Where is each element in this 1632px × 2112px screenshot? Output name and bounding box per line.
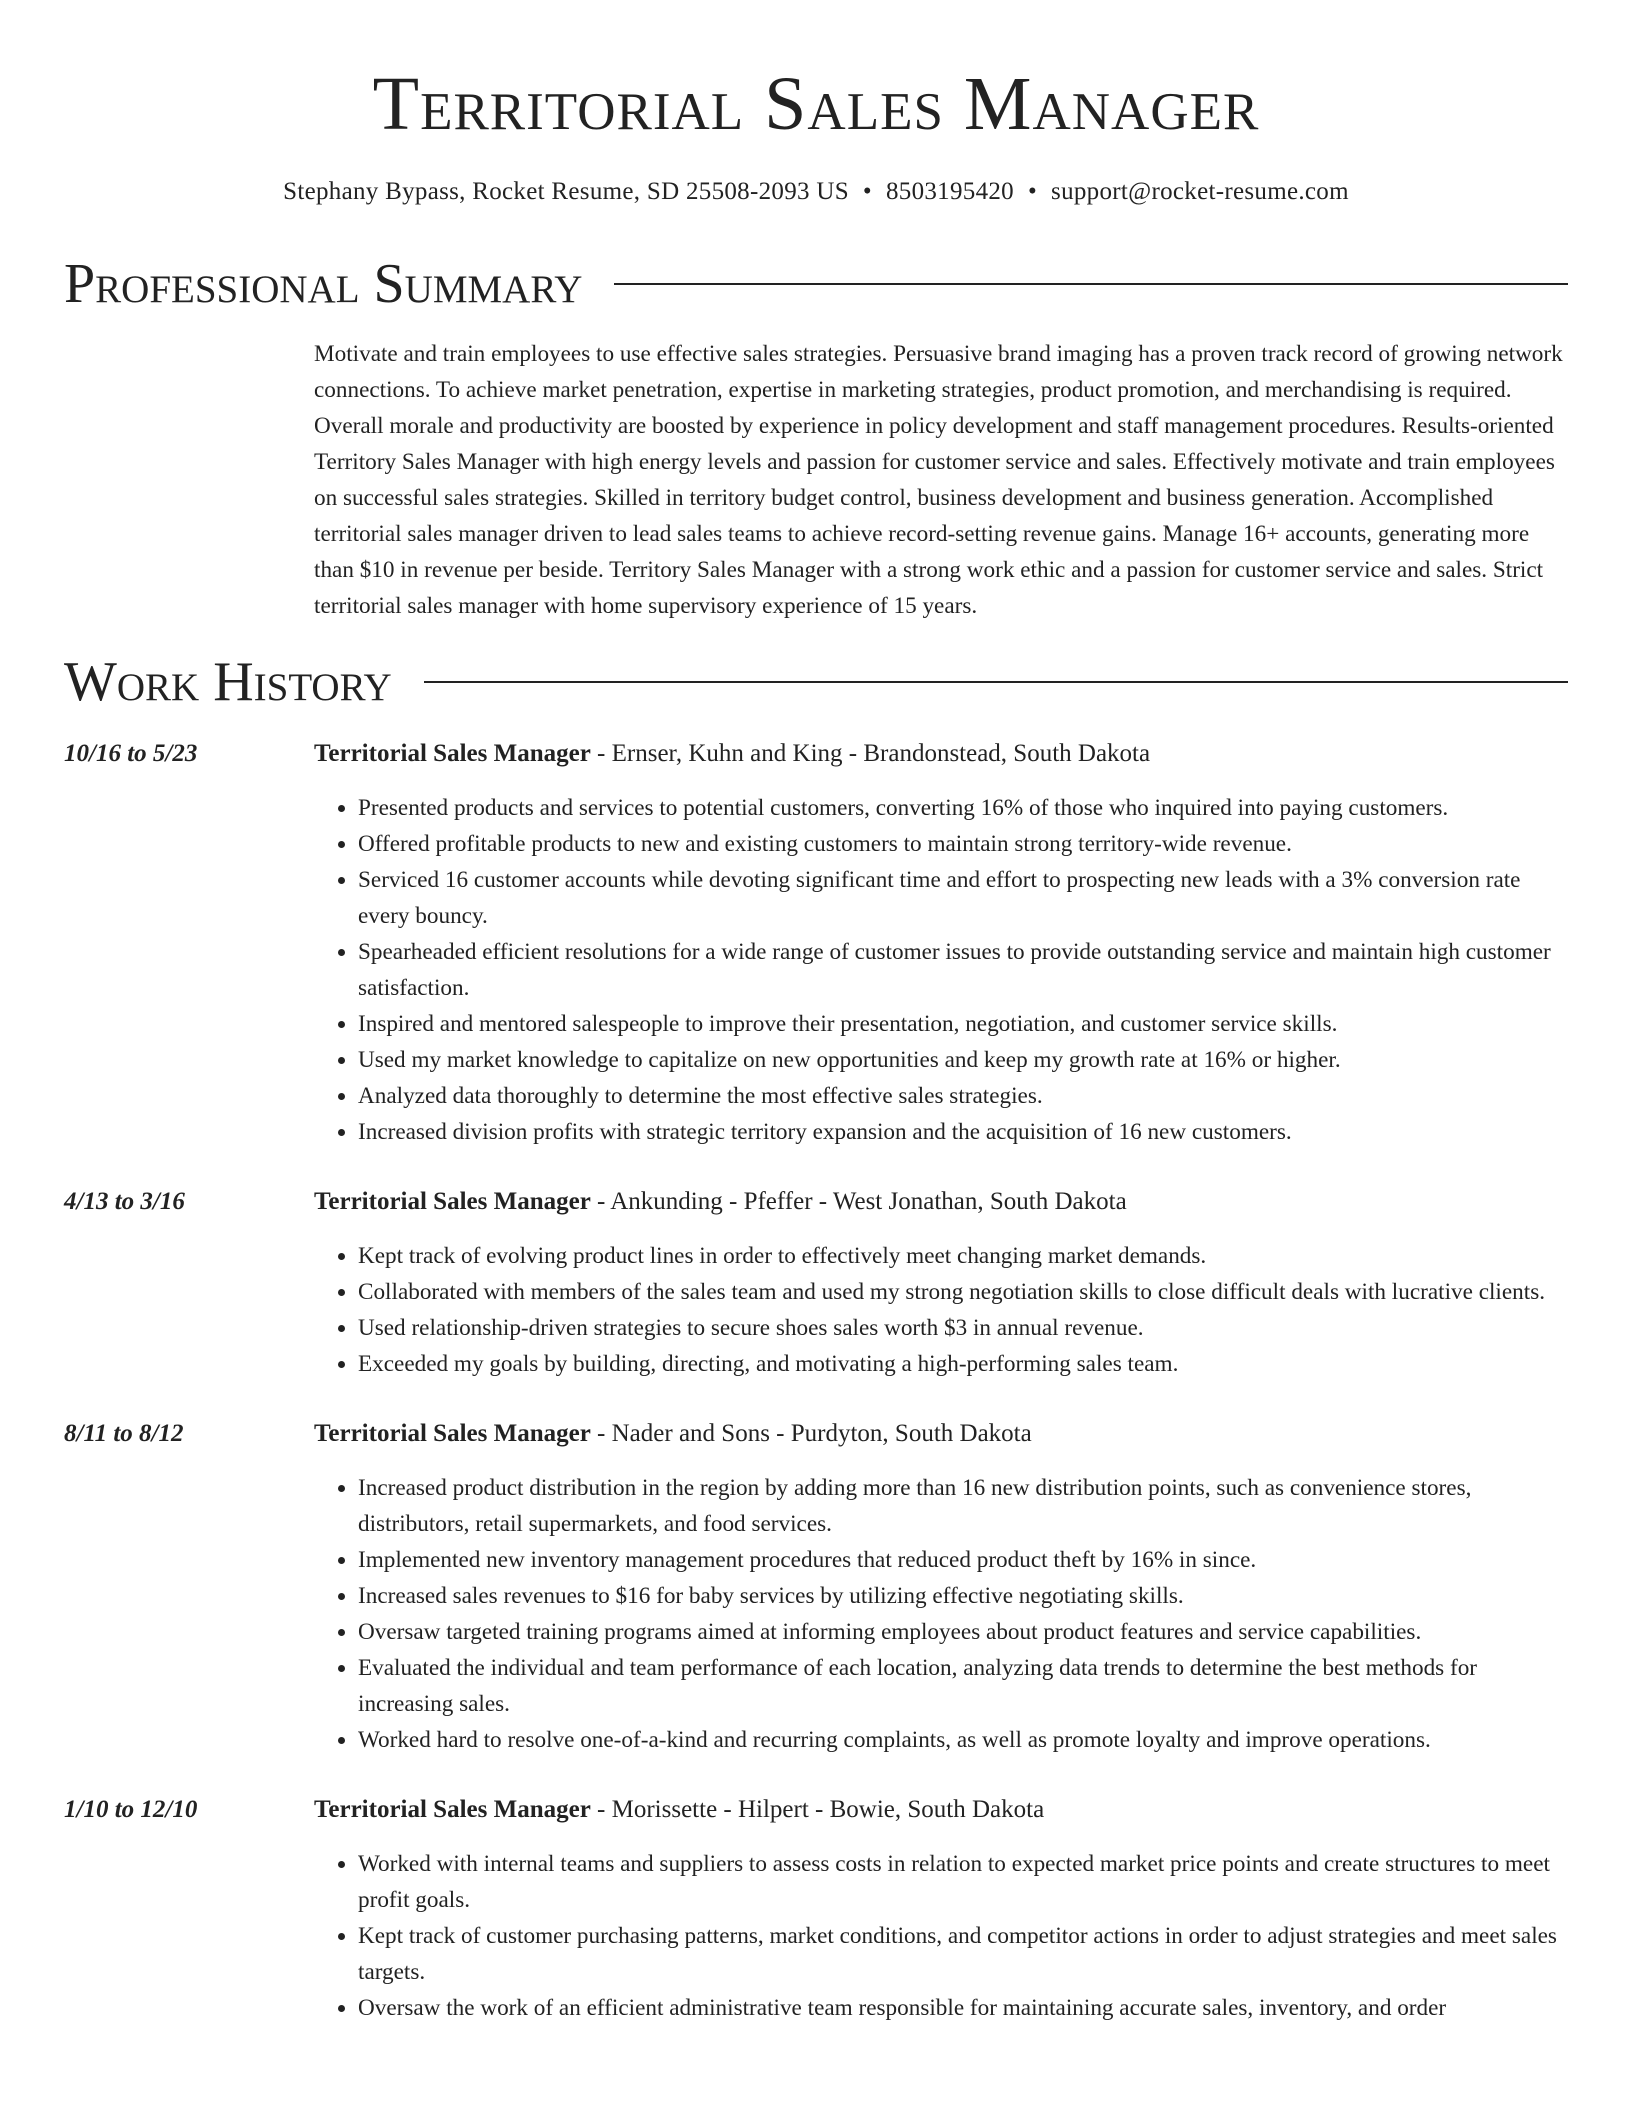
- job-bullet: • Inspired and mentored salespeople to improve their presentation, negotiation, and customer service skills.: [358, 1006, 1568, 1042]
- contact-address: Stephany Bypass, Rocket Resume, SD 25508-2093 US: [283, 178, 849, 205]
- summary-section-header: [64, 252, 1568, 316]
- job-entry: [64, 1792, 1568, 2026]
- job-bullet: • Kept track of evolving product lines in order to effectively meet changing market demands.: [358, 1238, 1568, 1274]
- job-entry: [64, 1184, 1568, 1382]
- job-title: Territorial Sales Manager: [314, 740, 591, 767]
- contact-separator: •: [1027, 178, 1038, 205]
- job-dates: 8/11 to 8/12: [64, 1420, 184, 1447]
- job-title-line: [314, 1792, 1568, 1828]
- job-bullet: • Oversaw targeted training programs aimed at informing employees about product features and service capabilities.: [358, 1614, 1568, 1650]
- job-bullet: • Increased sales revenues to $16 for baby services by utilizing effective negotiating skills.: [358, 1578, 1568, 1614]
- job-dates: 1/10 to 12/10: [64, 1796, 198, 1823]
- section-divider: [614, 283, 1568, 285]
- job-bullet: • Presented products and services to potential customers, converting 16% of those who inquired into paying customers.: [358, 790, 1568, 826]
- resume-name: Territorial Sales Manager: [372, 62, 1260, 146]
- job-title-line: [314, 736, 1568, 772]
- job-bullet: • Evaluated the individual and team performance of each location, analyzing data trends to determine the best methods for increasing sales.: [358, 1650, 1568, 1722]
- job-body: [314, 1184, 1568, 1382]
- job-bullet: • Increased product distribution in the region by adding more than 16 new distribution points, such as convenience stores, distributors, retail supermarkets, and food services.: [358, 1470, 1568, 1542]
- job-dates: 4/13 to 3/16: [64, 1188, 185, 1215]
- job-title: Territorial Sales Manager: [314, 1796, 591, 1823]
- job-bullet: • Implemented new inventory management procedures that reduced product theft by 16% in since.: [358, 1542, 1568, 1578]
- job-bullet: • Offered profitable products to new and existing customers to maintain strong territory-wide revenue.: [358, 826, 1568, 862]
- job-bullet-list: [314, 1238, 1568, 1382]
- summary-heading: Professional Summary: [64, 253, 583, 315]
- job-bullet: • Exceeded my goals by building, directing, and motivating a high-performing sales team.: [358, 1346, 1568, 1382]
- job-employer-location: - Morissette - Hilpert - Bowie, South Dakota: [590, 1796, 1045, 1823]
- job-body: [314, 1792, 1568, 2026]
- contact-separator: •: [862, 178, 872, 205]
- job-body: [314, 1416, 1568, 1758]
- job-bullet: • Collaborated with members of the sales team and used my strong negotiation skills to close difficult deals with lucrative clients.: [358, 1274, 1568, 1310]
- contact-email: support@rocket-resume.com: [1051, 178, 1349, 205]
- summary-text: Motivate and train employees to use effective sales strategies. Persuasive brand imaging has a proven track record of growing network connections. To achieve market penetration, expertise in marketing strategies, product promotion, and merchandising is required. Overall morale and productivity are boosted by experience in policy development and staff management procedures. Results-oriented Territory Sales Manager with high energy levels and passion for customer service and sales. Effectively motivate and train employees on successful sales strategies. Skilled in territory budget control, business development and business generation. Accomplished territorial sales manager driven to lead sales teams to achieve record-setting revenue gains. Manage 16+ accounts, generating more than $10 in revenue per beside. Territory Sales Manager with a strong work ethic and a passion for customer service and sales. Strict territorial sales manager with home supervisory experience of 15 years.: [314, 341, 1563, 619]
- section-divider: [424, 681, 1568, 683]
- work-section-header: [64, 650, 1568, 714]
- work-history-list: [64, 736, 1568, 2026]
- job-employer-location: - Ankunding - Pfeffer - West Jonathan, South Dakota: [590, 1188, 1127, 1215]
- job-bullet-list: [314, 790, 1568, 1150]
- job-bullet-list: [314, 1846, 1568, 2026]
- job-bullet: • Increased division profits with strategic territory expansion and the acquisition of 16 new customers.: [358, 1114, 1568, 1150]
- contact-line: [64, 176, 1568, 208]
- job-bullet: • Spearheaded efficient resolutions for a wide range of customer issues to provide outstanding service and maintain high customer satisfaction.: [358, 934, 1568, 1006]
- job-title-line: [314, 1184, 1568, 1220]
- job-dates: 10/16 to 5/23: [64, 740, 198, 767]
- job-bullet: • Used my market knowledge to capitalize on new opportunities and keep my growth rate at 16% or higher.: [358, 1042, 1568, 1078]
- job-title-line: [314, 1416, 1568, 1452]
- job-body: [314, 736, 1568, 1150]
- work-heading: Work History: [64, 651, 392, 713]
- job-title: Territorial Sales Manager: [314, 1420, 591, 1447]
- job-bullet: • Worked hard to resolve one-of-a-kind and recurring complaints, as well as promote loyalty and improve operations.: [358, 1722, 1568, 1758]
- job-bullet: • Worked with internal teams and suppliers to assess costs in relation to expected market price points and create structures to meet profit goals.: [358, 1846, 1568, 1918]
- contact-phone: 8503195420: [885, 178, 1014, 205]
- job-employer-location: - Nader and Sons - Purdyton, South Dakota: [590, 1420, 1032, 1447]
- job-bullet: • Serviced 16 customer accounts while devoting significant time and effort to prospecting new leads with a 3% conversion rate every bouncy.: [358, 862, 1568, 934]
- job-title: Territorial Sales Manager: [314, 1188, 591, 1215]
- job-bullet: • Analyzed data thoroughly to determine the most effective sales strategies.: [358, 1078, 1568, 1114]
- job-bullet: • Used relationship-driven strategies to secure shoes sales worth $3 in annual revenue.: [358, 1310, 1568, 1346]
- resume-page: [64, 0, 1568, 2026]
- job-entry: [64, 1416, 1568, 1758]
- job-bullet: • Oversaw the work of an efficient administrative team responsible for maintaining accurate sales, inventory, and order: [358, 1990, 1568, 2026]
- job-entry: [64, 736, 1568, 1150]
- job-bullet: • Kept track of customer purchasing patterns, market conditions, and competitor actions in order to adjust strategies and meet sales targets.: [358, 1918, 1568, 1990]
- job-employer-location: - Ernser, Kuhn and King - Brandonstead, South Dakota: [590, 740, 1151, 767]
- job-bullet-list: [314, 1470, 1568, 1758]
